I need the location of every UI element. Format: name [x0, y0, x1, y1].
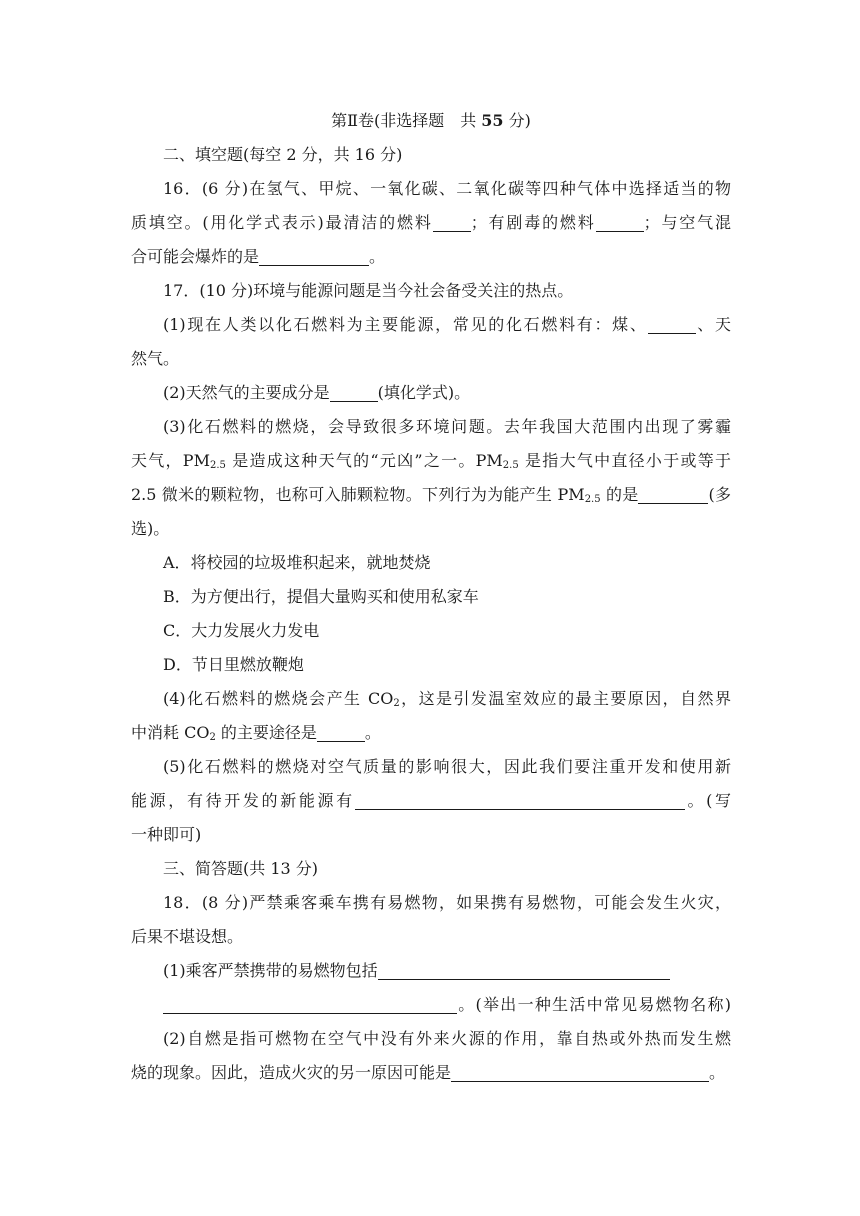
q17-part5-line-3: 一种即可)	[131, 825, 202, 844]
answer-blank[interactable]	[648, 315, 696, 334]
answer-blank[interactable]	[317, 723, 365, 742]
answer-blank[interactable]	[638, 485, 708, 504]
q18-part1-line-1: (1)乘客严禁携带的易燃物包括	[131, 954, 731, 988]
q18-part2-line-1: (2)自燃是指可燃物在空气中没有外来火源的作用，靠自热或外热而发生燃	[163, 1029, 731, 1048]
q16-line-3: 合可能会爆炸的是 。	[131, 247, 386, 266]
answer-blank[interactable]	[259, 247, 369, 266]
exam-page	[131, 104, 731, 1090]
q17-intro: 17．(10 分)环境与能源问题是当今社会备受关注的热点。	[163, 281, 574, 300]
q18-part1-line-2: 。(举出一种生活中常见易燃物名称)	[131, 988, 731, 1022]
answer-blank[interactable]	[433, 213, 471, 232]
q17-part4-line-2: 中消耗 $CO_2$ 的主要途径是 。	[131, 723, 381, 743]
answer-blank[interactable]	[596, 213, 644, 232]
q17-part1-line-2: 然气。	[131, 349, 180, 368]
q17-part5-line-2: 能源，有待开发的新能源有 。(写	[131, 791, 731, 810]
part2-heading: 二、填空题(每空 2 分，共 16 分)	[163, 145, 403, 164]
q17-option-d: D．节日里燃放鞭炮	[163, 655, 304, 674]
q17-part4-line-1: (4)化石燃料的燃烧会产生 $CO_2$，这是引发温室效应的最主要原因，自然界	[163, 689, 731, 709]
q18-line-1: 18．(8 分)严禁乘客乘车携有易燃物，如果携有易燃物，可能会发生火灾，	[163, 893, 731, 912]
q17-option-c: C．大力发展火力发电	[163, 621, 320, 640]
answer-blank[interactable]	[330, 383, 378, 402]
answer-blank[interactable]	[355, 791, 685, 810]
q16-line-1: 16．(6 分)在氢气、甲烷、一氧化碳、二氧化碳等四种气体中选择适当的物	[163, 179, 731, 198]
answer-blank[interactable]	[163, 995, 457, 1014]
q18-part2-line-2: 烧的现象。因此，造成火灾的另一原因可能是 。	[131, 1063, 726, 1082]
q17-option-a: A．将校园的垃圾堆积起来，就地焚烧	[163, 553, 431, 572]
q17-part2: (2)天然气的主要成分是 (填化学式)。	[163, 383, 471, 402]
q17-part3-line-2: 天气，$PM_{2.5}$ 是造成这种天气的“元凶”之一。$PM_{2.5}$ 是指大气中直径小于或等于	[131, 451, 731, 471]
q17-part3-line-3: 2.5 微米的颗粒物，也称可入肺颗粒物。下列行为为能产生 $PM_{2.5}$ 的是 (多	[131, 485, 731, 505]
section-title: 第Ⅱ卷(非选择题 共 55 分)	[331, 111, 531, 130]
q17-part1-line-1: (1)现在人类以化石燃料为主要能源，常见的化石燃料有：煤、 、天	[163, 315, 731, 334]
q17-part5-line-1: (5)化石燃料的燃烧对空气质量的影响很大，因此我们要注重开发和使用新	[163, 757, 731, 776]
answer-blank[interactable]	[451, 1063, 709, 1082]
part3-heading: 三、简答题(共 13 分)	[163, 859, 319, 878]
q17-part3-line-4: 选)。	[131, 519, 170, 538]
q16-line-2: 质填空。(用化学式表示)最清洁的燃料 ；有剧毒的燃料 ；与空气混	[131, 213, 731, 232]
answer-blank[interactable]	[378, 961, 670, 980]
q18-line-2: 后果不堪设想。	[131, 927, 244, 946]
q17-part3-line-1: (3)化石燃料的燃烧，会导致很多环境问题。去年我国大范围内出现了雾霾	[163, 417, 731, 436]
q17-option-b: B．为方便出行，提倡大量购买和使用私家车	[163, 587, 479, 606]
